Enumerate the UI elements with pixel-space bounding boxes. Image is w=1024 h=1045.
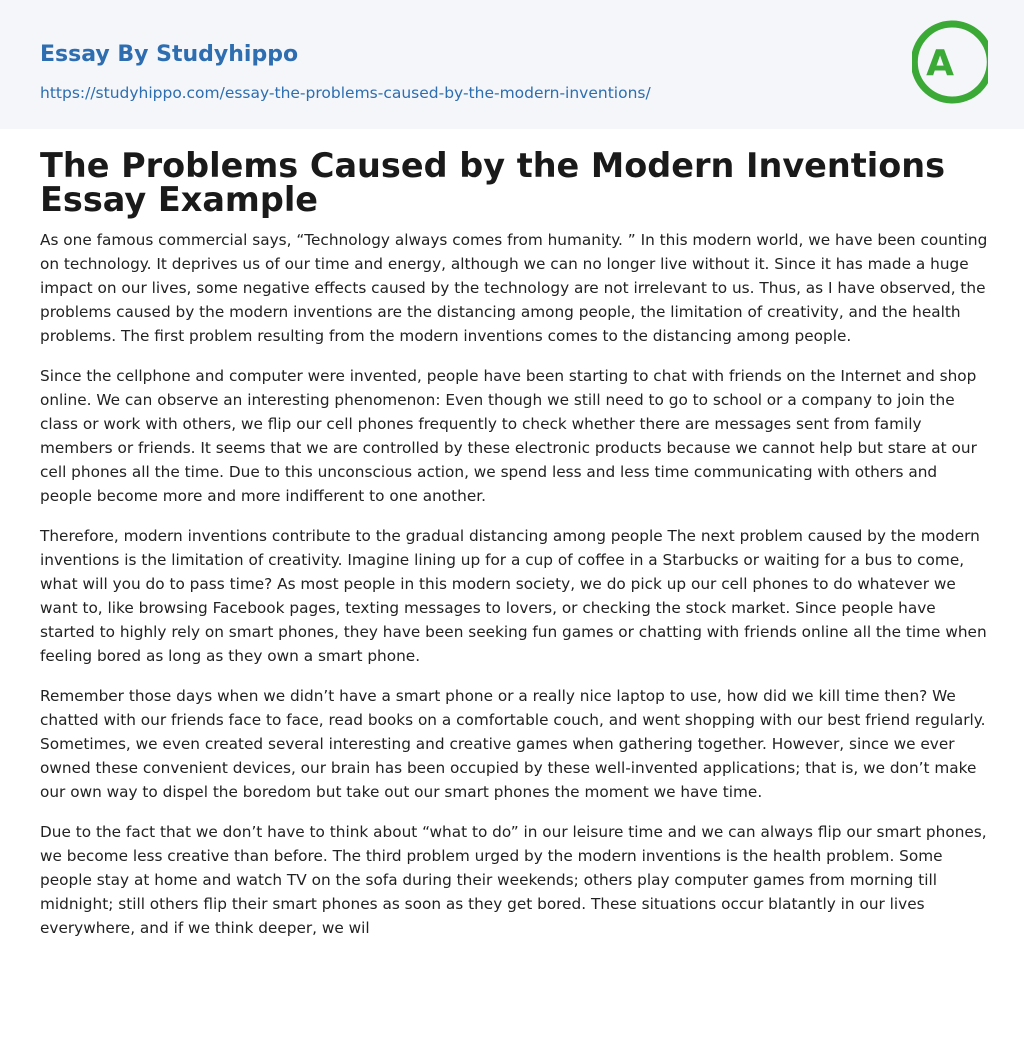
essay-paragraph-3: Therefore, modern inventions contribute to the gradual distancing among people The next problem caused by the modern inventions is the limitation of creativity. Imagine lining up for a cup of coffee in a Starbucks or waiting for a bus to come, what will you do to pass time? As most people in this modern society, we do pick up our cell phones to do whatever we want to, like browsing Facebook pages, texting messages to lovers, or checking the stock market. Since people have started to highly rely on smart phones, they have been seeking fun games or chatting with friends online all the time when feeling bored as long as they own a smart phone. — [40, 527, 987, 665]
page-title: The Problems Caused by the Modern Inventions Essay Example — [40, 146, 946, 219]
essay-paragraph-1: As one famous commercial says, “Technology always comes from humanity. ” In this modern world, we have been counting on technology. It deprives us of our time and energy, although we can no longer live without it. Since it has made a huge impact on our lives, some negative effects caused by the technology are not irrelevant to us. Thus, as I have observed, the problems caused by the modern inventions are the distancing among people, the limitation of creativity, and the health problems. The first problem resulting from the modern inventions comes to the distancing among people. — [40, 231, 988, 345]
essay-paragraph-2: Since the cellphone and computer were invented, people have been starting to chat with friends on the Internet and shop online. We can observe an interesting phenomenon: Even though we still need to go to school or a company to join the class or work with others, we flip our cell phones frequently to check whether there are messages sent from family members or friends. It seems that we are controlled by these electronic products because we cannot help but stare at our cell phones all the time. Due to this unconscious action, we spend less and less time communicating with others and people become more and more indifferent to one another. — [40, 367, 977, 505]
essay-paragraph-4: Remember those days when we didn’t have a smart phone or a really nice laptop to use, how did we kill time then? We chatted with our friends face to face, read books on a comfortable couch, and went shopping with our best friend regularly. Sometimes, we even created several interesting and creative games when gathering together. However, since we ever owned these convenient devices, our brain has been occupied by these well-invented applications; that is, we don’t make our own way to dispel the boredom but take out our smart phones the moment we have time. — [40, 687, 986, 801]
brand-name[interactable]: Essay By Studyhippo — [40, 42, 299, 67]
logo-letter: A — [926, 43, 954, 84]
site-header — [0, 0, 1024, 129]
essay-body — [40, 228, 988, 956]
essay-paragraph-5: Due to the fact that we don’t have to think about “what to do” in our leisure time and we can always flip our smart phones, we become less creative than before. The third problem urged by the modern inventions is the health problem. Some people stay at home and watch TV on the sofa during their weekends; others play computer games from morning till midnight; still others flip their smart phones as soon as they get bored. These situations occur blatantly in our lives everywhere, and if we think deeper, we wil — [40, 823, 987, 937]
essay-url-link[interactable]: https://studyhippo.com/essay-the-problems-caused-by-the-modern-inventions/ — [40, 84, 651, 102]
studyhippo-a-logo-icon[interactable] — [912, 18, 988, 106]
